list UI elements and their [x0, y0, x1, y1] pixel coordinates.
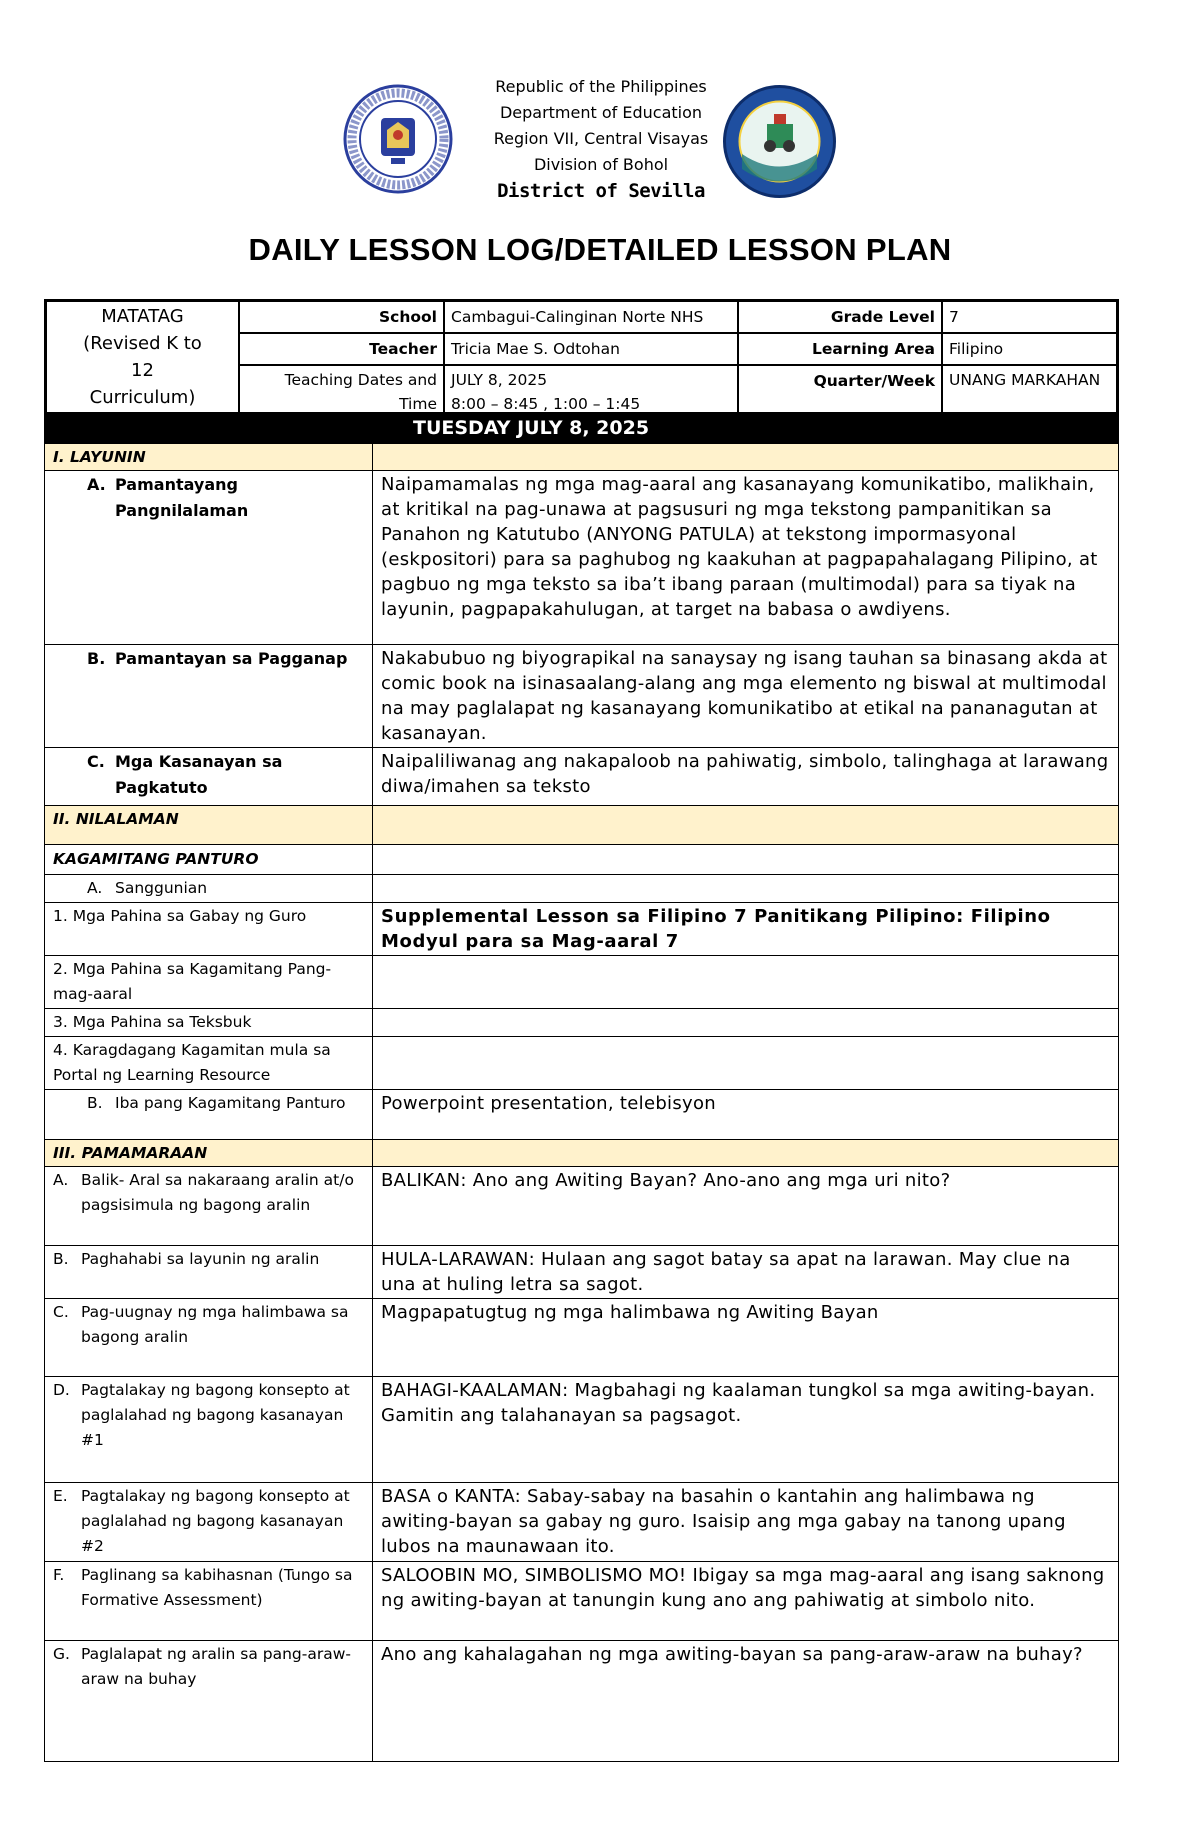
- learning-area-value: Filipino: [942, 333, 1118, 365]
- section-heading-nilalaman: II. NILALAMAN: [45, 806, 373, 845]
- iba-pang-kagamitan-text: Powerpoint presentation, telebisyon: [373, 1090, 1119, 1140]
- table-row: [45, 1009, 1119, 1037]
- procedure-g-text: Ano ang kahalagahan ng mga awiting-bayan sa pang-araw-araw na buhay?: [373, 1641, 1119, 1762]
- day-band: TUESDAY JULY 8, 2025: [45, 413, 1119, 444]
- teaching-dates-label: Teaching Dates and Time: [239, 365, 444, 420]
- header-line-2: Department of Education: [499, 103, 703, 122]
- quarter-week-label: Quarter/Week: [738, 365, 942, 420]
- header-line-3: Region VII, Central Visayas: [493, 129, 709, 148]
- lesson-info-table: [44, 299, 1119, 421]
- school-value: Cambagui-Calinginan Norte NHS: [444, 301, 738, 334]
- table-row: A. Balik- Aral sa nakaraang aralin at/o pagsisimula ng bagong aralin BALIKAN: Ano ang Awiting Bayan? Ano-ano ang mga uri nito?: [45, 1167, 1119, 1246]
- procedure-g-label: Paglalapat ng aralin sa pang-araw-araw na buhay: [81, 1645, 351, 1688]
- header-line-1: Republic of the Philippines: [495, 77, 707, 96]
- resource-4-label: 4. Karagdagang Kagamitan mula sa Portal ng Learning Resource: [45, 1037, 373, 1090]
- section-row-nilalaman: [45, 806, 1119, 845]
- table-row: B. Iba pang Kagamitang Panturo Powerpoint presentation, telebisyon: [45, 1090, 1119, 1140]
- letterhead: [0, 74, 1200, 214]
- table-row: [45, 845, 1119, 875]
- table-row: E. Pagtalakay ng bagong konsepto at paglalahad ng bagong kasanayan #2 BASA o KANTA: Sabay-sabay na basahin o kantahin ang halimbawa ng awiting-bayan sa gabay ng guro. Isaisip ang mga gabay na tanong upang lubos na maunawaan ito.: [45, 1483, 1119, 1562]
- section-heading-layunin: I. LAYUNIN: [45, 444, 373, 471]
- grade-level-label: Grade Level: [738, 301, 942, 334]
- school-label: School: [239, 301, 444, 334]
- section-row-layunin: [45, 444, 1119, 471]
- lesson-plan-table: [44, 412, 1119, 1762]
- section-heading-pamamaraan: III. PAMAMARAAN: [45, 1140, 373, 1167]
- procedure-e-text: BASA o KANTA: Sabay-sabay na basahin o kantahin ang halimbawa ng awiting-bayan sa gabay ng guro. Isaisip ang mga gabay na tanong upang lubos na maunawaan ito.: [373, 1483, 1119, 1562]
- teaching-dates-value: JULY 8, 2025 8:00 – 8:45 , 1:00 – 1:45: [444, 365, 738, 420]
- iba-pang-kagamitan-label: Iba pang Kagamitang Panturo: [115, 1094, 346, 1112]
- table-row: [45, 903, 1119, 956]
- procedure-a-label: Balik- Aral sa nakaraang aralin at/o pagsisimula ng bagong aralin: [81, 1171, 354, 1214]
- objective-b-text: Nakabubuo ng biyograpikal na sanaysay ng isang tauhan sa binasang akda at comic book na isinasaalang-alang ang mga elemento ng biswal at multimodal na may paglalapat ng kasanayang komunikatibo at etikal na pananagutan at kasanayan.: [373, 645, 1119, 748]
- procedure-f-text: SALOOBIN MO, SIMBOLISMO MO! Ibigay sa mga mag-aaral ang isang saknong ng awiting-bayan at tanungin kung ano ang pahiwatig at simbolo nito.: [373, 1562, 1119, 1641]
- deped-seal-icon: [343, 84, 453, 194]
- resource-2-label: 2. Mga Pahina sa Kagamitang Pang-mag-aaral: [45, 956, 373, 1009]
- procedure-a-text: BALIKAN: Ano ang Awiting Bayan? Ano-ano ang mga uri nito?: [373, 1167, 1119, 1246]
- table-row: [45, 956, 1119, 1009]
- curriculum-label: MATATAG (Revised K to 12 Curriculum): [46, 301, 240, 420]
- teacher-label: Teacher: [239, 333, 444, 365]
- procedure-b-text: HULA-LARAWAN: Hulaan ang sagot batay sa apat na larawan. May clue na una at huling letra sa sagot.: [373, 1246, 1119, 1299]
- table-row: [45, 1037, 1119, 1090]
- procedure-d-text: BAHAGI-KAALAMAN: Magbahagi ng kaalaman tungkol sa mga awiting-bayan. Gamitin ang talahanayan sa pagsagot.: [373, 1377, 1119, 1483]
- procedure-c-label: Pag-uugnay ng mga halimbawa sa bagong aralin: [81, 1303, 349, 1346]
- procedure-b-label: Paghahabi sa layunin ng aralin: [81, 1250, 320, 1268]
- table-row: C. Pag-uugnay ng mga halimbawa sa bagong aralin Magpapatugtug ng mga halimbawa ng Awiting Bayan: [45, 1299, 1119, 1377]
- grade-level-value: 7: [942, 301, 1118, 334]
- objective-c-text: Naipaliliwanag ang nakapaloob na pahiwatig, simbolo, talinghaga at larawang diwa/imahen sa teksto: [373, 748, 1119, 806]
- resource-1-label: 1. Mga Pahina sa Gabay ng Guro: [45, 903, 373, 956]
- table-row: A. Pamantayang Pangnilalaman Naipamamalas ng mga mag-aaral ang kasanayang komunikatibo, malikhain, at kritikal na pag-unawa at pagsusuri ng mga tekstong pampanitikan sa Panahon ng Katutubo (ANYONG PATULA) at tekstong impormasyonal (eskpositori) para sa paghubog ng kaakuhan at pagpapahalagang Pilipino, at pagbuo ng mga teksto sa iba’t ibang paraan (multimodal) para sa tiyak na layunin, pagpapakahulugan, at target na babasa o awdiyens.: [45, 471, 1119, 645]
- header-line-4: Division of Bohol: [533, 155, 669, 174]
- table-row: B. Pamantayan sa Pagganap Nakabubuo ng biyograpikal na sanaysay ng isang tauhan sa binasang akda at comic book na isinasaalang-alang ang mga elemento ng biswal at multimodal na may paglalapat ng kasanayang komunikatibo at etikal na pananagutan at kasanayan.: [45, 645, 1119, 748]
- letterhead-text: [465, 74, 737, 204]
- table-row: F. Paglinang sa kabihasnan (Tungo sa Formative Assessment) SALOOBIN MO, SIMBOLISMO MO! Ibigay sa mga mag-aaral ang isang saknong ng awiting-bayan at tanungin kung ano ang pahiwatig at simbolo nito.: [45, 1562, 1119, 1641]
- objective-c-label: Mga Kasanayan sa Pagkatuto: [115, 752, 283, 797]
- section-row-pamamaraan: [45, 1140, 1119, 1167]
- learning-area-label: Learning Area: [738, 333, 942, 365]
- procedure-f-label: Paglinang sa kabihasnan (Tungo sa Formative Assessment): [81, 1566, 353, 1609]
- objective-a-label: Pamantayang Pangnilalaman: [115, 475, 249, 520]
- teacher-value: Tricia Mae S. Odtohan: [444, 333, 738, 365]
- document-title: DAILY LESSON LOG/DETAILED LESSON PLAN: [248, 232, 952, 267]
- resource-3-label: 3. Mga Pahina sa Teksbuk: [45, 1009, 373, 1037]
- procedure-e-label: Pagtalakay ng bagong konsepto at paglalahad ng bagong kasanayan #2: [81, 1487, 350, 1555]
- table-row: C. Mga Kasanayan sa Pagkatuto Naipaliliwanag ang nakapaloob na pahiwatig, simbolo, talinghaga at larawang diwa/imahen sa teksto: [45, 748, 1119, 806]
- district-sevilla-seal-icon: [722, 84, 837, 199]
- objective-a-text: Naipamamalas ng mga mag-aaral ang kasanayang komunikatibo, malikhain, at kritikal na pag-unawa at pagsusuri ng mga tekstong pampanitikan sa Panahon ng Katutubo (ANYONG PATULA) at tekstong impormasyonal (eskpositori) para sa paghubog ng kaakuhan at pagpapahalagang Pilipino, at pagbuo ng mga teksto sa iba’t ibang paraan (multimodal) para sa tiyak na layunin, pagpapakahulugan, at target na babasa o awdiyens.: [373, 471, 1119, 645]
- district-name: District of Sevilla: [497, 180, 705, 202]
- procedure-c-text: Magpapatugtug ng mga halimbawa ng Awiting Bayan: [373, 1299, 1119, 1377]
- kagamitan-heading: KAGAMITANG PANTURO: [45, 845, 373, 875]
- procedure-d-label: Pagtalakay ng bagong konsepto at paglalahad ng bagong kasanayan #1: [81, 1381, 350, 1449]
- quarter-week-value: UNANG MARKAHAN: [942, 365, 1118, 420]
- objective-b-label: Pamantayan sa Pagganap: [115, 649, 348, 668]
- table-row: D. Pagtalakay ng bagong konsepto at paglalahad ng bagong kasanayan #1 BAHAGI-KAALAMAN: Magbahagi ng kaalaman tungkol sa mga awiting-bayan. Gamitin ang talahanayan sa pagsagot.: [45, 1377, 1119, 1483]
- table-row: A. Sanggunian: [45, 875, 1119, 903]
- table-row: G. Paglalapat ng aralin sa pang-araw-araw na buhay Ano ang kahalagahan ng mga awiting-bayan sa pang-araw-araw na buhay?: [45, 1641, 1119, 1762]
- resource-1-text: Supplemental Lesson sa Filipino 7 Panitikang Pilipino: Filipino Modyul para sa Mag-aaral 7: [373, 903, 1119, 956]
- table-row: B. Paghahabi sa layunin ng aralin HULA-LARAWAN: Hulaan ang sagot batay sa apat na larawan. May clue na una at huling letra sa sagot.: [45, 1246, 1119, 1299]
- sanggunian-label: Sanggunian: [115, 879, 208, 897]
